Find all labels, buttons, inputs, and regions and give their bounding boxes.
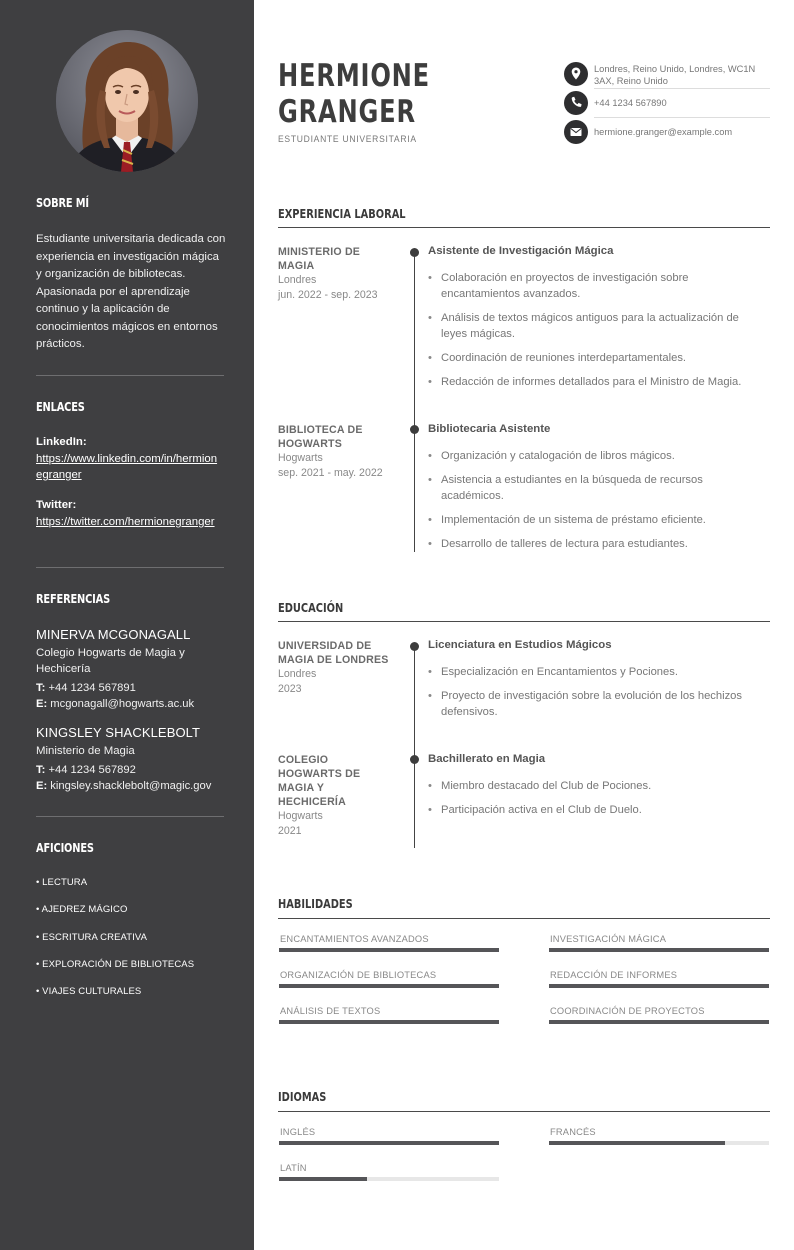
linkedin-link[interactable]: https://www.linkedin.com/in/hermionegranger	[36, 453, 218, 481]
skill-bar-fill	[549, 1020, 769, 1024]
email-label: E:	[36, 780, 48, 792]
skill-name: ANÁLISIS DE TEXTOS	[280, 1006, 381, 1016]
list-item: • Asistencia a estudiantes en la búsqueda de recursos académicos.	[428, 472, 764, 504]
name-first: HERMIONE	[278, 58, 430, 94]
reference-org: Ministerio de Magia	[36, 745, 135, 757]
language-bar-fill	[279, 1141, 499, 1145]
education-degree: Bachillerato en Magia	[428, 753, 546, 765]
experience-role: Asistente de Investigación Mágica	[428, 245, 614, 257]
twitter-label: Twitter:	[36, 499, 77, 511]
phone-label: T:	[36, 764, 46, 776]
experience-dates: jun. 2022 - sep. 2023	[278, 289, 378, 301]
language-name: INGLÉS	[280, 1127, 316, 1137]
education-heading: EDUCACIÓN	[278, 601, 344, 615]
reference-email-value: mcgonagall@hogwarts.ac.uk	[50, 698, 195, 710]
experience-role: Bibliotecaria Asistente	[428, 423, 551, 435]
hobby-item: • ESCRITURA CREATIVA	[36, 932, 148, 943]
skills-heading: HABILIDADES	[278, 897, 353, 911]
skill-name: COORDINACIÓN DE PROYECTOS	[550, 1006, 705, 1016]
skill-item	[279, 970, 499, 988]
list-item: • Redacción de informes detallados para el Ministro de Magia.	[428, 374, 764, 390]
language-item	[549, 1127, 769, 1145]
language-bar	[549, 1141, 769, 1145]
section-rule	[278, 227, 770, 228]
reference-email	[36, 698, 194, 710]
linkedin-label: LinkedIn:	[36, 436, 87, 448]
skill-bar-fill	[549, 984, 769, 988]
skill-bar-fill	[549, 948, 769, 952]
hobby-item: • AJEDREZ MÁGICO	[36, 904, 128, 915]
list-item: • Desarrollo de talleres de lectura para estudiantes.	[428, 536, 764, 552]
experience-org: BIBLIOTECA DE HOGWARTS	[278, 424, 363, 450]
education-degree: Licenciatura en Estudios Mágicos	[428, 639, 612, 651]
education-location: Hogwarts	[278, 810, 323, 822]
divider	[594, 117, 770, 118]
experience-location: Hogwarts	[278, 452, 323, 464]
person-name	[278, 58, 430, 130]
skill-bar	[279, 948, 499, 952]
experience-org: MINISTERIO DE MAGIA	[278, 246, 361, 272]
divider	[36, 567, 224, 568]
skill-item	[279, 1006, 499, 1024]
phone-text: +44 1234 567890	[594, 98, 667, 108]
reference-phone-value: +44 1234 567892	[48, 764, 136, 776]
language-item	[279, 1163, 499, 1181]
skill-bar	[279, 984, 499, 988]
list-item: • Coordinación de reuniones interdepartamentales.	[428, 350, 764, 366]
reference-name: KINGSLEY SHACKLEBOLT	[36, 725, 201, 740]
timeline-line	[414, 252, 415, 552]
skill-bar-fill	[279, 948, 499, 952]
language-name: LATÍN	[280, 1163, 307, 1173]
list-item: • Proyecto de investigación sobre la evolución de los hechizos defensivos.	[428, 688, 764, 720]
reference-phone	[36, 764, 136, 776]
list-item: • Organización y catalogación de libros mágicos.	[428, 448, 764, 464]
reference-email	[36, 780, 211, 792]
links-heading: ENLACES	[36, 400, 85, 414]
skill-name: ENCANTAMIENTOS AVANZADOS	[280, 934, 429, 944]
list-item: • Análisis de textos mágicos antiguos para la actualización de leyes mágicas.	[428, 310, 764, 342]
experience-dates: sep. 2021 - may. 2022	[278, 467, 383, 479]
phone-label: T:	[36, 682, 46, 694]
timeline-line	[414, 646, 415, 848]
skill-item	[549, 970, 769, 988]
skill-bar-fill	[279, 984, 499, 988]
list-item: • Implementación de un sistema de préstamo eficiente.	[428, 512, 764, 528]
map-pin-icon	[564, 62, 588, 86]
section-rule	[278, 621, 770, 622]
about-text: Estudiante universitaria dedicada con experiencia en investigación mágica y organización de bibliotecas. Apasionada por el aprendizaje continuo y la aplicación de conocimientos mágicos en entornos prácticos.	[36, 233, 226, 350]
skill-item	[549, 1006, 769, 1024]
timeline-dot	[410, 248, 419, 257]
reference-email-value: kingsley.shacklebolt@magic.gov	[50, 780, 212, 792]
education-org: COLEGIO HOGWARTS DE MAGIA Y HECHICERÍA	[278, 754, 361, 808]
language-bar	[279, 1177, 499, 1181]
list-item: • Colaboración en proyectos de investigación sobre encantamientos avanzados.	[428, 270, 764, 302]
language-bar-fill	[549, 1141, 725, 1145]
divider	[36, 816, 224, 817]
language-bar	[279, 1141, 499, 1145]
hobby-item: • VIAJES CULTURALES	[36, 986, 142, 997]
about-heading: SOBRE MÍ	[36, 196, 89, 210]
education-org: UNIVERSIDAD DE MAGIA DE LONDRES	[278, 640, 389, 666]
phone-icon	[564, 91, 588, 115]
languages-heading: IDIOMAS	[278, 1090, 327, 1104]
skill-name: ORGANIZACIÓN DE BIBLIOTECAS	[280, 970, 437, 980]
skill-bar	[549, 984, 769, 988]
skill-bar	[549, 948, 769, 952]
list-item: • Miembro destacado del Club de Pociones.	[428, 778, 764, 794]
timeline-dot	[410, 642, 419, 651]
references-heading: REFERENCIAS	[36, 592, 111, 606]
hobby-item: • LECTURA	[36, 877, 88, 888]
reference-org: Colegio Hogwarts de Magia y Hechicería	[36, 647, 185, 675]
skill-bar	[549, 1020, 769, 1024]
experience-location: Londres	[278, 274, 317, 286]
reference-phone	[36, 682, 136, 694]
education-dates: 2023	[278, 683, 302, 695]
reference-name: MINERVA MCGONAGALL	[36, 627, 191, 642]
name-last: GRANGER	[278, 94, 416, 130]
section-rule	[278, 1111, 770, 1112]
skill-bar	[279, 1020, 499, 1024]
list-item: • Especialización en Encantamientos y Pociones.	[428, 664, 764, 680]
language-bar-fill	[279, 1177, 367, 1181]
hobby-item: • EXPLORACIÓN DE BIBLIOTECAS	[36, 959, 195, 970]
twitter-link[interactable]: https://twitter.com/hermionegranger	[36, 516, 215, 528]
language-name: FRANCÉS	[550, 1127, 596, 1137]
timeline-dot	[410, 425, 419, 434]
education-location: Londres	[278, 668, 317, 680]
skill-bar-fill	[279, 1020, 499, 1024]
skill-name: INVESTIGACIÓN MÁGICA	[550, 934, 667, 944]
person-title: ESTUDIANTE UNIVERSITARIA	[278, 134, 417, 145]
skill-name: REDACCIÓN DE INFORMES	[550, 970, 678, 980]
skill-item	[549, 934, 769, 952]
experience-heading: EXPERIENCIA LABORAL	[278, 207, 406, 221]
hobbies-heading: AFICIONES	[36, 841, 94, 855]
sidebar	[0, 0, 254, 1250]
list-item: • Participación activa en el Club de Duelo.	[428, 802, 764, 818]
avatar	[56, 30, 198, 172]
skill-item	[279, 934, 499, 952]
reference-phone-value: +44 1234 567891	[48, 682, 136, 694]
education-dates: 2021	[278, 825, 302, 837]
email-text[interactable]: hermione.granger@example.com	[594, 127, 733, 137]
profile-photo	[56, 30, 198, 172]
section-rule	[278, 918, 770, 919]
timeline-dot	[410, 755, 419, 764]
language-item	[279, 1127, 499, 1145]
email-label: E:	[36, 698, 48, 710]
divider	[36, 375, 224, 376]
divider	[594, 88, 770, 89]
envelope-icon	[564, 120, 588, 144]
address-text: Londres, Reino Unido, Londres, WC1N 3AX, Reino Unido	[594, 64, 756, 86]
